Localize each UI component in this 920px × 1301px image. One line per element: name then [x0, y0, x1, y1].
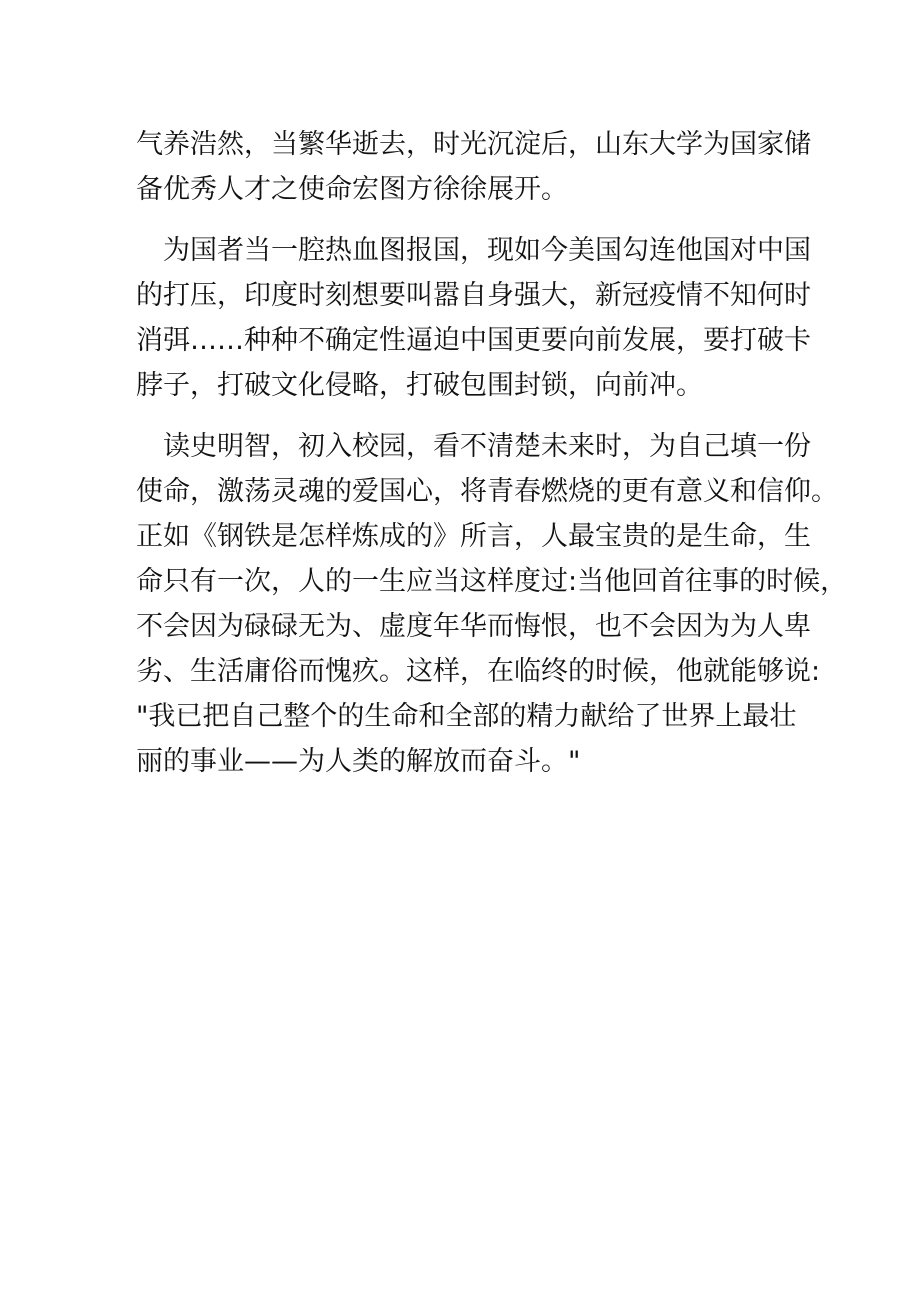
text-line: 不会因为碌碌无为、虚度年华而悔恨，也不会因为为人卑 — [136, 611, 811, 642]
text-line: 丽的事业——为人类的解放而奋斗。" — [136, 746, 581, 777]
text-line: "我已把自己整个的生命和全部的精力献给了世界上最壮 — [136, 701, 797, 732]
text-line: 备优秀人才之使命宏图方徐徐展开。 — [136, 174, 568, 205]
paragraph-1 — [136, 122, 811, 212]
text-line: 为国者当一腔热血图报国，现如今美国勾连他国对中国 — [136, 235, 811, 266]
paragraph-2 — [136, 228, 811, 408]
text-line: 气养浩然，当繁华逝去，时光沉淀后，山东大学为国家储 — [136, 129, 811, 160]
text-line: 脖子，打破文化侵略，打破包围封锁，向前冲。 — [136, 370, 703, 401]
text-line: 使命，激荡灵魂的爱国心，将青春燃烧的更有意义和信仰。 — [136, 476, 838, 507]
text-line: 劣、生活庸俗而愧疚。这样，在临终的时候，他就能够说: — [136, 656, 821, 687]
text-line: 的打压，印度时刻想要叫嚣自身强大，新冠疫情不知何时 — [136, 280, 811, 311]
text-line: 消弭……种种不确定性逼迫中国更要向前发展，要打破卡 — [136, 325, 811, 356]
text-line: 命只有一次，人的一生应当这样度过:当他回首往事的时候， — [136, 566, 848, 597]
paragraph-3 — [136, 424, 848, 784]
text-line: 正如《钢铁是怎样炼成的》所言，人最宝贵的是生命，生 — [136, 521, 811, 552]
text-line: 读史明智，初入校园，看不清楚未来时，为自己填一份 — [136, 431, 811, 462]
document-body — [136, 122, 848, 784]
